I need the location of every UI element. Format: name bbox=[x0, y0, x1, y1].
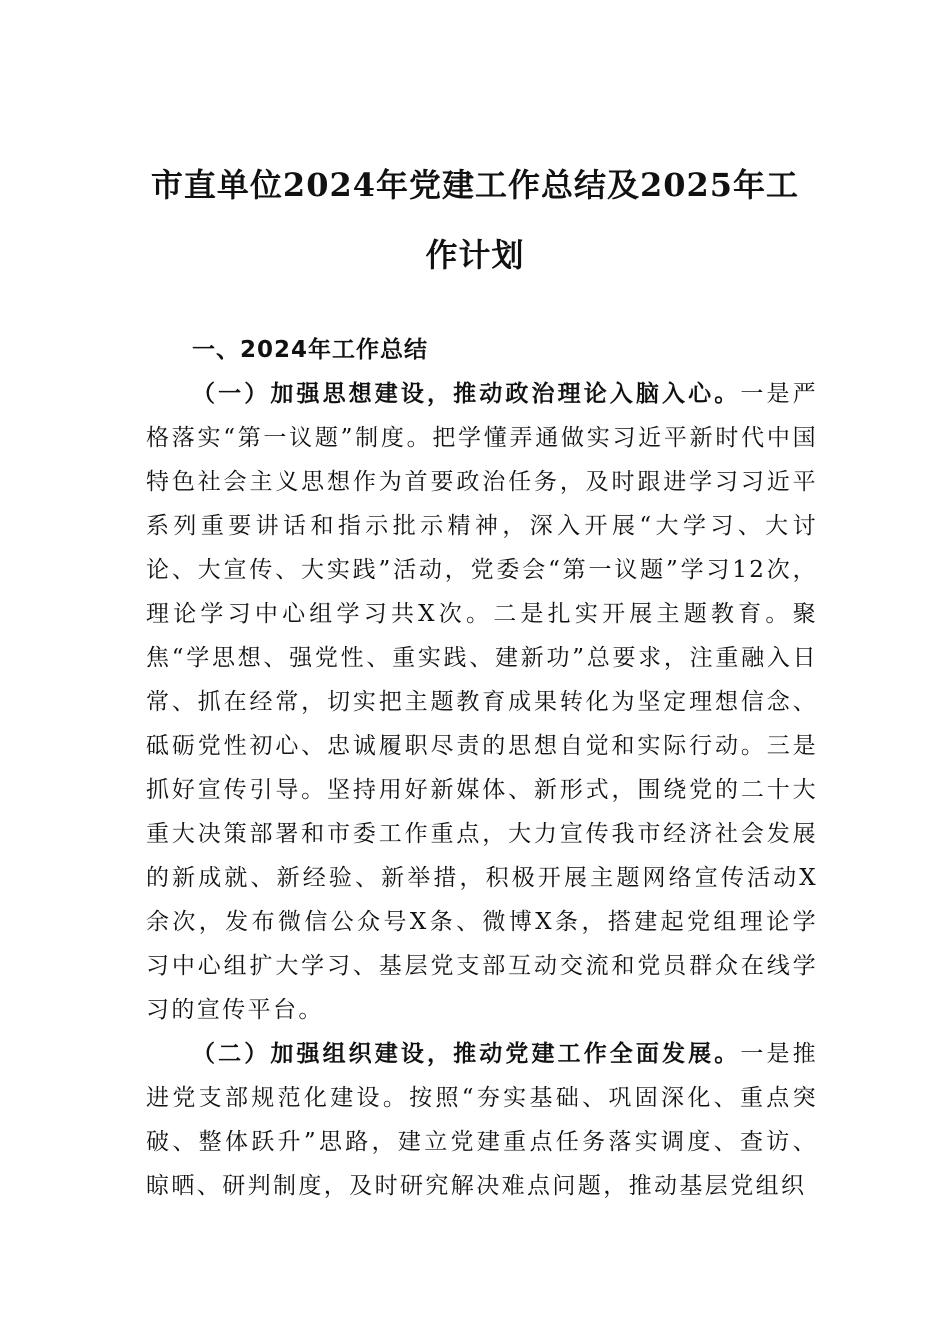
paragraph-1-text: 一是严格落实“第一议题”制度。把学懂弄通做实习近平新时代中国特色社会主义思想作为首要政治任务，及时跟进学习习近平系列重要讲话和指示批示精神，深入开展“大学习、大讨论、大宣传、大实践”活动，党委会“第一议题”学习12次，理论学习中心组学习共X次。二是扎实开展主题教育。聚焦“学思想、强党性、重实践、建新功”总要求，注重融入日常、抓在经常，切实把主题教育成果转化为坚定理想信念、砥砺党性初心、忠诚履职尽责的思想自觉和实际行动。三是抓好宣传引导。坚持用好新媒体、新形式，围绕党的二十大重大决策部署和市委工作重点，大力宣传我市经济社会发展的新成就、新经验、新举措，积极开展主题网络宣传活动X余次，发布微信公众号X条、微博X条，搭建起党组理论学习中心组扩大学习、基层党支部互动交流和党员群众在线学习的宣传平台。 bbox=[146, 381, 819, 1023]
paragraph-1 bbox=[146, 372, 818, 1032]
section-heading: 一、2024年工作总结 bbox=[192, 337, 429, 363]
document-title: 市直单位2024年党建工作总结及2025年工作计划 bbox=[150, 166, 800, 274]
subsection-heading-1: （一）加强思想建设，推动政治理论入脑入心。 bbox=[192, 380, 741, 407]
subsection-heading-2: （二）加强组织建设，推动党建工作全面发展。 bbox=[192, 1040, 741, 1067]
paragraph-2-text: 一是推进党支部规范化建设。按照“夯实基础、巩固深化、重点突破、整体跃升”思路，建立党建重点任务落实调度、查访、晾晒、研判制度，及时研究解决难点问题，推动基层党组织 bbox=[146, 1041, 819, 1199]
document-body bbox=[146, 328, 818, 1208]
paragraph-2 bbox=[146, 1032, 818, 1208]
